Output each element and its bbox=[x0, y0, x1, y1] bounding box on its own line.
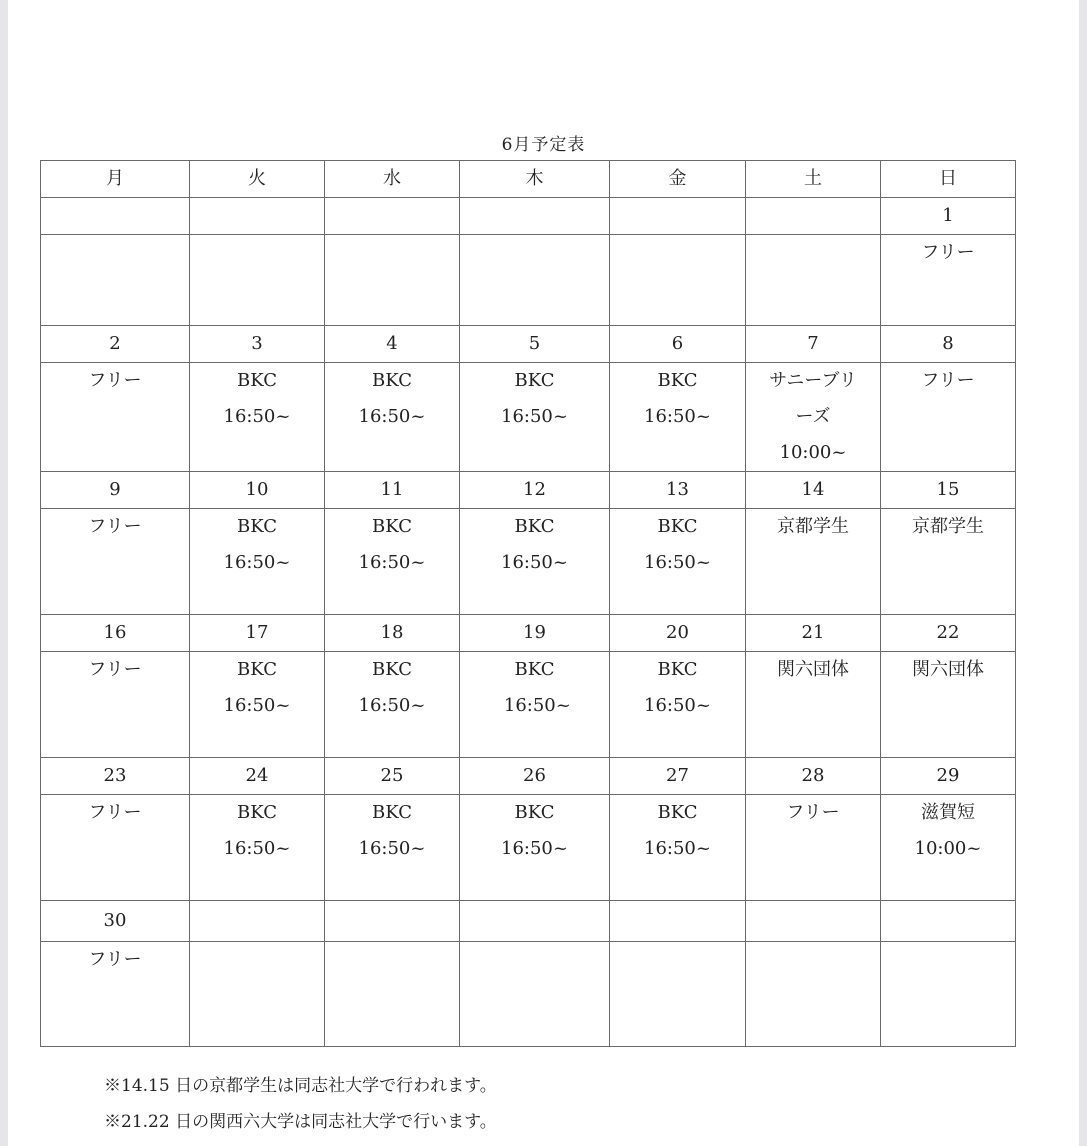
event-text: BKC bbox=[237, 370, 277, 391]
event-cell bbox=[460, 652, 610, 758]
events-row bbox=[41, 795, 1016, 901]
event-text: 16:50~ bbox=[223, 695, 291, 716]
event-text: フリー bbox=[88, 659, 142, 680]
event-cell bbox=[460, 363, 610, 472]
event-text: BKC bbox=[657, 516, 698, 537]
date-cell: 2 bbox=[41, 326, 190, 363]
event-text: 10:00~ bbox=[779, 442, 847, 463]
event-cell bbox=[610, 942, 746, 1047]
event-cell bbox=[610, 795, 746, 901]
event-cell bbox=[41, 652, 190, 758]
date-cell: 29 bbox=[881, 758, 1016, 795]
event-text: フリー bbox=[88, 516, 142, 537]
event-text: 16:50~ bbox=[358, 406, 426, 427]
event-cell bbox=[746, 235, 881, 326]
date-cell bbox=[460, 198, 610, 235]
event-text: 16:50~ bbox=[358, 695, 426, 716]
date-row bbox=[41, 901, 1016, 942]
event-text: フリー bbox=[786, 802, 840, 823]
event-text: BKC bbox=[237, 516, 277, 537]
event-text: 京都学生 bbox=[912, 516, 984, 537]
event-text: フリー bbox=[88, 370, 142, 391]
event-text: 滋賀短 bbox=[921, 802, 975, 823]
event-cell bbox=[41, 942, 190, 1047]
date-cell bbox=[190, 901, 325, 942]
date-cell: 20 bbox=[610, 615, 746, 652]
event-text: BKC bbox=[372, 370, 412, 391]
event-cell bbox=[190, 363, 325, 472]
event-cell bbox=[325, 652, 460, 758]
event-cell bbox=[746, 652, 881, 758]
event-text: 16:50~ bbox=[223, 406, 291, 427]
weekday-header-row bbox=[41, 161, 1016, 198]
notes bbox=[104, 1068, 497, 1140]
event-text: BKC bbox=[657, 659, 698, 680]
date-row bbox=[41, 472, 1016, 509]
event-text: BKC bbox=[237, 802, 277, 823]
date-row bbox=[41, 198, 1016, 235]
date-cell bbox=[746, 198, 881, 235]
date-cell: 3 bbox=[190, 326, 325, 363]
event-cell bbox=[881, 652, 1016, 758]
event-text: BKC bbox=[514, 370, 555, 391]
event-cell bbox=[881, 509, 1016, 615]
weekday-header: 土 bbox=[746, 161, 881, 198]
event-cell bbox=[325, 509, 460, 615]
event-text: 16:50~ bbox=[644, 838, 711, 859]
date-cell: 18 bbox=[325, 615, 460, 652]
event-cell bbox=[190, 942, 325, 1047]
event-cell bbox=[325, 942, 460, 1047]
date-cell bbox=[325, 901, 460, 942]
event-text: フリー bbox=[88, 802, 142, 823]
event-cell bbox=[190, 652, 325, 758]
event-cell bbox=[41, 795, 190, 901]
date-row bbox=[41, 758, 1016, 795]
weekday-header: 月 bbox=[41, 161, 190, 198]
date-cell: 4 bbox=[325, 326, 460, 363]
events-row bbox=[41, 652, 1016, 758]
date-cell: 15 bbox=[881, 472, 1016, 509]
date-cell: 17 bbox=[190, 615, 325, 652]
event-text: 16:50~ bbox=[358, 838, 426, 859]
date-cell: 27 bbox=[610, 758, 746, 795]
weekday-header: 日 bbox=[881, 161, 1016, 198]
event-text: 16:50~ bbox=[501, 838, 568, 859]
event-text: 16:50~ bbox=[498, 695, 571, 716]
date-cell bbox=[610, 198, 746, 235]
page-edge-right bbox=[1079, 0, 1087, 1146]
event-text: 16:50~ bbox=[223, 838, 291, 859]
event-cell bbox=[746, 795, 881, 901]
event-text: 京都学生 bbox=[777, 516, 849, 537]
date-cell: 23 bbox=[41, 758, 190, 795]
calendar-table bbox=[40, 160, 1016, 1047]
event-text: BKC bbox=[514, 516, 555, 537]
event-text: 関六団体 bbox=[777, 659, 849, 680]
event-cell bbox=[325, 795, 460, 901]
date-cell bbox=[190, 198, 325, 235]
date-cell: 19 bbox=[460, 615, 610, 652]
event-cell bbox=[460, 509, 610, 615]
event-text: フリー bbox=[921, 370, 975, 391]
event-cell bbox=[460, 235, 610, 326]
date-cell bbox=[881, 901, 1016, 942]
event-cell bbox=[460, 795, 610, 901]
event-text: フリー bbox=[921, 242, 975, 263]
event-text: BKC bbox=[657, 802, 698, 823]
date-cell: 30 bbox=[41, 901, 190, 942]
page-title: 6月予定表 bbox=[501, 135, 586, 155]
event-cell bbox=[190, 509, 325, 615]
date-cell: 5 bbox=[460, 326, 610, 363]
event-cell bbox=[610, 509, 746, 615]
event-cell bbox=[881, 795, 1016, 901]
event-text: ーズ bbox=[795, 406, 831, 427]
page-edge-left bbox=[0, 0, 8, 1146]
date-cell: 8 bbox=[881, 326, 1016, 363]
event-text: BKC bbox=[372, 802, 412, 823]
event-text: 16:50~ bbox=[501, 552, 568, 573]
weekday-header: 金 bbox=[610, 161, 746, 198]
event-cell bbox=[190, 795, 325, 901]
date-cell: 6 bbox=[610, 326, 746, 363]
weekday-header: 木 bbox=[460, 161, 610, 198]
date-row bbox=[41, 615, 1016, 652]
event-cell bbox=[41, 363, 190, 472]
event-text: BKC bbox=[372, 659, 412, 680]
event-cell bbox=[460, 942, 610, 1047]
events-row bbox=[41, 942, 1016, 1047]
weekday-header: 火 bbox=[190, 161, 325, 198]
event-text: BKC bbox=[657, 370, 698, 391]
date-cell: 7 bbox=[746, 326, 881, 363]
note: ※21.22 日の関西六大学は同志社大学で行います。 bbox=[104, 1112, 497, 1132]
events-row bbox=[41, 509, 1016, 615]
event-cell bbox=[746, 509, 881, 615]
event-text: BKC bbox=[237, 659, 277, 680]
event-text: BKC bbox=[514, 659, 555, 680]
date-cell bbox=[41, 198, 190, 235]
event-text: BKC bbox=[372, 516, 412, 537]
event-cell bbox=[881, 235, 1016, 326]
date-cell: 12 bbox=[460, 472, 610, 509]
events-row bbox=[41, 235, 1016, 326]
date-cell: 22 bbox=[881, 615, 1016, 652]
event-text: フリー bbox=[88, 949, 142, 970]
date-cell bbox=[746, 901, 881, 942]
event-cell bbox=[881, 363, 1016, 472]
event-cell bbox=[41, 235, 190, 326]
weekday-header: 水 bbox=[325, 161, 460, 198]
event-cell bbox=[746, 363, 881, 472]
event-text: サニーブリ bbox=[769, 370, 857, 391]
event-cell bbox=[41, 509, 190, 615]
date-cell: 11 bbox=[325, 472, 460, 509]
date-cell: 24 bbox=[190, 758, 325, 795]
date-cell: 25 bbox=[325, 758, 460, 795]
date-cell: 28 bbox=[746, 758, 881, 795]
event-cell bbox=[325, 363, 460, 472]
event-cell bbox=[610, 363, 746, 472]
date-cell bbox=[610, 901, 746, 942]
events-row bbox=[41, 363, 1016, 472]
event-cell bbox=[610, 235, 746, 326]
event-text: 16:50~ bbox=[223, 552, 291, 573]
event-text: BKC bbox=[514, 802, 555, 823]
date-cell bbox=[325, 198, 460, 235]
event-text: 16:50~ bbox=[644, 552, 711, 573]
note: ※14.15 日の京都学生は同志社大学で行われます。 bbox=[104, 1076, 497, 1096]
event-cell bbox=[325, 235, 460, 326]
date-cell: 26 bbox=[460, 758, 610, 795]
event-text: 16:50~ bbox=[644, 695, 711, 716]
event-text: 16:50~ bbox=[358, 552, 426, 573]
date-cell: 14 bbox=[746, 472, 881, 509]
event-cell bbox=[746, 942, 881, 1047]
event-cell bbox=[610, 652, 746, 758]
event-cell bbox=[190, 235, 325, 326]
date-cell: 9 bbox=[41, 472, 190, 509]
event-text: 関六団体 bbox=[912, 659, 984, 680]
date-cell: 21 bbox=[746, 615, 881, 652]
date-row bbox=[41, 326, 1016, 363]
date-cell: 13 bbox=[610, 472, 746, 509]
date-cell bbox=[460, 901, 610, 942]
date-cell: 1 bbox=[881, 198, 1016, 235]
event-text: 16:50~ bbox=[501, 406, 568, 427]
event-cell bbox=[881, 942, 1016, 1047]
event-text: 10:00~ bbox=[914, 838, 982, 859]
date-cell: 10 bbox=[190, 472, 325, 509]
date-cell: 16 bbox=[41, 615, 190, 652]
event-text: 16:50~ bbox=[644, 406, 711, 427]
